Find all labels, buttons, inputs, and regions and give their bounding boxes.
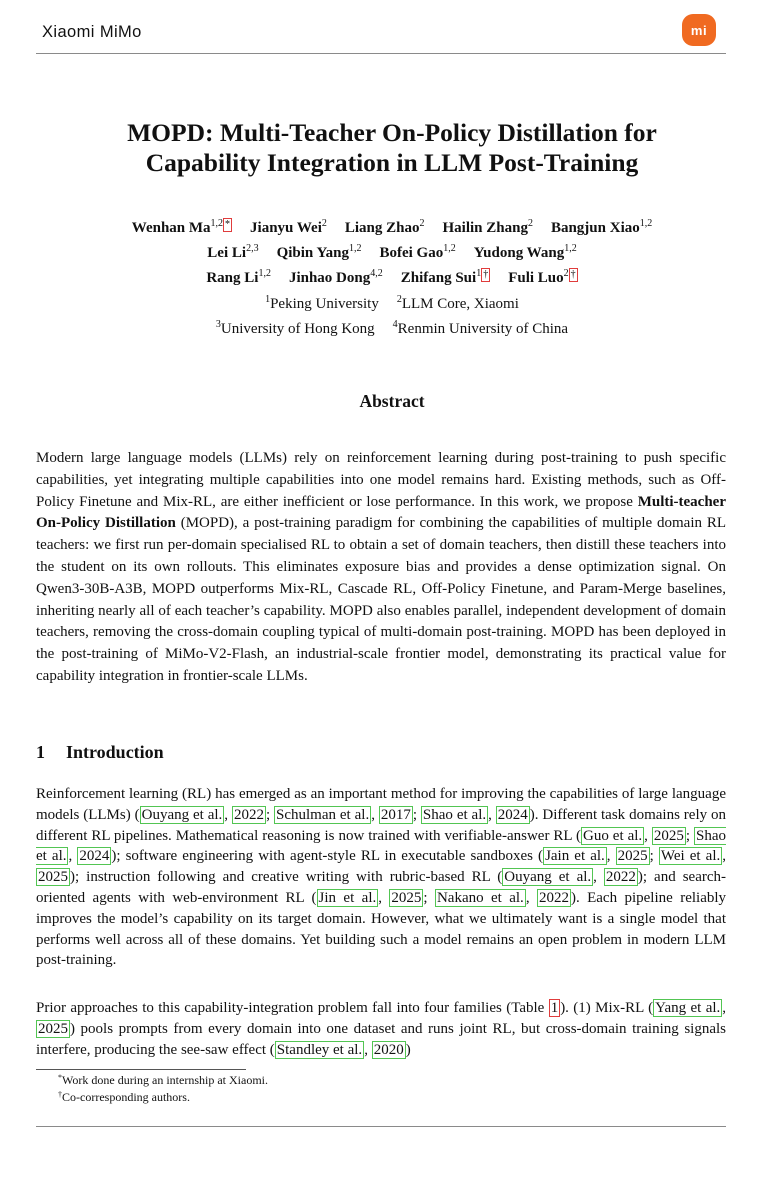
author-name: Jianyu Wei <box>250 220 322 236</box>
xiaomi-logo-icon: mi <box>682 14 716 46</box>
author-affiliation-index: 2 <box>321 218 327 229</box>
abstract-method-name: Multi-teacher On-Policy Distillation <box>36 493 726 532</box>
author-line <box>0 216 784 241</box>
text-run: , <box>378 889 390 906</box>
author-name: Bofei Gao <box>379 245 444 261</box>
abstract-text-part: Modern large language models (LLMs) rely on reinforcement learning during post-training to push specific capabilities, yet integrating multiple capabilities into one model remains hard. Existing methods, such as Off-Policy Finetune and Mix-RL, are either inefficient or lose performance. In this work, we propose <box>36 450 726 510</box>
text-run: ); and search-oriented agents with web-environment RL ( <box>36 869 727 906</box>
text-run: , <box>593 869 604 886</box>
author <box>379 245 455 261</box>
author-name: Qibin Yang <box>276 245 349 261</box>
affiliation-index: 2 <box>396 294 402 305</box>
text-run: ; <box>685 827 695 844</box>
text-run: ). Different task domains rely on different RL pipelines. Mathematical reasoning is now trained with verifiable-answer RL ( <box>36 806 727 844</box>
table-ref-link[interactable]: 1 <box>550 1000 559 1016</box>
author-name: Liang Zhao <box>344 220 420 236</box>
text-run: Prior approaches to this capability-integration problem fall into four families (Table <box>36 1000 549 1016</box>
footnote-mark: * <box>58 1073 62 1082</box>
author <box>277 245 362 261</box>
text-run: ). Each pipeline reliably improves the model’s capability on its target domain. However, what we ultimately want is a single model that performs well across all of these domains. Yet building such a model remains an open problem in modern LLM post-training. <box>36 889 727 969</box>
text-run: ) <box>405 1041 411 1058</box>
text-run: ). (1) Mix-RL ( <box>560 1000 654 1016</box>
citation-link[interactable]: 2017 <box>380 806 411 823</box>
citation-link[interactable]: Jain et al. <box>545 848 605 865</box>
affiliation-line <box>0 292 784 317</box>
citation-link[interactable]: 2020 <box>373 1041 404 1058</box>
text-run: Reinforcement learning (RL) has emerged as an important method for improving the capabilities of large language models (LLMs) ( <box>36 786 726 823</box>
author <box>132 220 232 236</box>
intro-paragraph <box>36 998 726 1060</box>
affiliation <box>265 296 379 312</box>
text-run: , <box>722 1000 727 1016</box>
affiliation-line <box>0 317 784 342</box>
text-run: , <box>722 848 727 865</box>
text-run: , <box>364 1041 372 1058</box>
page-header <box>36 12 726 54</box>
affiliation <box>393 321 568 337</box>
citation-link[interactable]: 2025 <box>391 889 422 906</box>
author-line <box>0 266 784 291</box>
author-name: Bangjun Xiao <box>550 220 640 236</box>
author-line <box>0 241 784 266</box>
footnote-link[interactable]: † <box>483 269 489 280</box>
affiliation-index: 4 <box>392 319 398 330</box>
author-list <box>0 216 784 291</box>
citation-link[interactable]: Shao et al. <box>422 806 487 823</box>
citation-link[interactable]: Nakano et al. <box>436 889 524 906</box>
footnote-text: Co-corresponding authors. <box>62 1090 190 1104</box>
citation-link[interactable]: 2024 <box>79 848 110 865</box>
paper-title <box>0 118 784 178</box>
page-bottom-divider <box>36 1126 726 1127</box>
author <box>207 245 258 261</box>
author-name: Rang Li <box>206 270 259 286</box>
footnote-mark: † <box>58 1090 62 1099</box>
citation-link[interactable]: Yang et al. <box>655 1000 721 1016</box>
author <box>206 270 271 286</box>
affiliation-name: Renmin University of China <box>397 321 569 337</box>
text-run: , <box>224 806 232 823</box>
affiliation-name: LLM Core, Xiaomi <box>401 296 519 312</box>
author-affiliation-index: 4,2 <box>370 268 383 279</box>
affiliation <box>397 296 519 312</box>
author-name: Lei Li <box>207 245 247 261</box>
author <box>551 220 652 236</box>
author-name: Fuli Luo <box>508 270 564 286</box>
text-run: ); software engineering with agent-style RL in executable sandboxes ( <box>111 848 544 865</box>
author-name: Jinhao Dong <box>288 270 371 286</box>
author-affiliation-index: 1,2 <box>348 243 362 254</box>
affiliation-name: Peking University <box>270 296 379 312</box>
text-run: ); instruction following and creative writing with rubric-based RL ( <box>70 869 503 886</box>
text-run: , <box>488 806 496 823</box>
text-run: ; <box>265 806 275 823</box>
author <box>289 270 383 286</box>
author <box>250 220 327 236</box>
footnote-link[interactable]: * <box>225 219 231 230</box>
author <box>474 245 577 261</box>
author-affiliation-index: 2 <box>527 218 533 229</box>
author <box>508 270 577 286</box>
title-line: MOPD: Multi-Teacher On-Policy Distillation for <box>127 118 657 147</box>
text-run: ) pools prompts from every domain into one dataset and runs joint RL, but cross-domain training signals interfere, producing the see-saw effect ( <box>36 1020 726 1058</box>
affiliation-index: 1 <box>265 294 271 305</box>
abstract-heading: Abstract <box>359 391 425 411</box>
affiliation-name: University of Hong Kong <box>220 321 375 337</box>
text-run: , <box>606 848 616 865</box>
brand-name: Xiaomi MiMo <box>42 23 142 41</box>
text-run: ; <box>423 889 435 906</box>
citation-link[interactable]: Shao et al. <box>36 827 727 865</box>
citation-link[interactable]: Schulman et al. <box>276 806 370 823</box>
citation-link[interactable]: 2025 <box>38 869 68 886</box>
author-name: Wenhan Ma <box>131 220 211 236</box>
affiliation-list <box>0 292 784 342</box>
citation-link[interactable]: Standley et al. <box>276 1041 363 1058</box>
footnote <box>58 1089 718 1106</box>
author-affiliation-index: 1 <box>476 268 482 279</box>
affiliation <box>216 321 375 337</box>
citation-link[interactable]: Guo et al. <box>582 827 643 844</box>
text-run: , <box>644 827 652 844</box>
citation-link[interactable]: Wei et al. <box>660 848 721 865</box>
citation-link[interactable]: 2022 <box>233 806 264 823</box>
intro-paragraph <box>36 784 726 971</box>
footnotes <box>58 1072 718 1106</box>
citation-link[interactable]: 2025 <box>617 848 648 865</box>
footnote <box>58 1072 718 1089</box>
author-name: Zhifang Sui <box>400 270 477 286</box>
author-name: Hailin Zhang <box>442 220 528 236</box>
text-run: , <box>525 889 537 906</box>
author <box>345 220 425 236</box>
section-title: Introduction <box>66 742 164 762</box>
author-affiliation-index: 1,2 <box>564 243 577 254</box>
abstract-text <box>36 448 726 688</box>
text-run: ; <box>649 848 659 865</box>
author-affiliation-index: 1,2 <box>258 268 271 279</box>
author-affiliation-index: 1,2 <box>210 218 224 229</box>
author <box>401 270 490 286</box>
author-affiliation-index: 2 <box>563 268 569 279</box>
text-run: ; <box>412 806 421 823</box>
citation-link[interactable]: Jin et al. <box>318 889 377 906</box>
citation-link[interactable]: 2024 <box>497 806 528 823</box>
affiliation-index: 3 <box>215 319 221 330</box>
author-name: Yudong Wang <box>473 245 565 261</box>
author-affiliation-index: 2,3 <box>246 243 259 254</box>
author-affiliation-index: 1,2 <box>443 243 456 254</box>
citation-link[interactable]: 2025 <box>38 1020 68 1037</box>
footnote-text: Work done during an internship at Xiaomi. <box>62 1073 268 1087</box>
footnote-divider <box>36 1069 246 1070</box>
author <box>443 220 533 236</box>
citation-link[interactable]: 2025 <box>653 827 684 844</box>
title-line: Capability Integration in LLM Post-Training <box>145 148 639 177</box>
author-affiliation-index: 2 <box>419 218 425 229</box>
text-run: , <box>68 848 78 865</box>
abstract-text-part: (MOPD), a post-training paradigm for combining the capabilities of multiple domain RL teachers: we first run per-domain specialised RL to obtain a set of domain teachers, then distill these teachers into the student on its own rollouts. This eliminates exposure bias and provides a dense optimization signal. On Qwen3-30B-A3B, MOPD outperforms Mix-RL, Cascade RL, Off-Policy Finetune, and Param-Merge baselines, inheriting nearly all of each teacher’s capability. MOPD also enables parallel, independent development of domain teachers, removing the cross-domain coupling typical of multi-domain post-training. MOPD has been deployed in the post-training of MiMo-V2-Flash, an industrial-scale frontier model, demonstrating its practical value for capability integration in frontier-scale LLMs. <box>36 515 727 684</box>
footnote-link[interactable]: † <box>570 269 576 280</box>
section-number: 1 <box>36 742 45 762</box>
text-run: , <box>371 806 379 823</box>
author-affiliation-index: 1,2 <box>639 218 653 229</box>
section-heading <box>36 742 726 763</box>
citation-link[interactable]: 2022 <box>605 869 636 886</box>
citation-link[interactable]: 2022 <box>538 889 569 906</box>
citation-link[interactable]: Ouyang et al. <box>141 806 223 823</box>
citation-link[interactable]: Ouyang et al. <box>504 869 592 886</box>
